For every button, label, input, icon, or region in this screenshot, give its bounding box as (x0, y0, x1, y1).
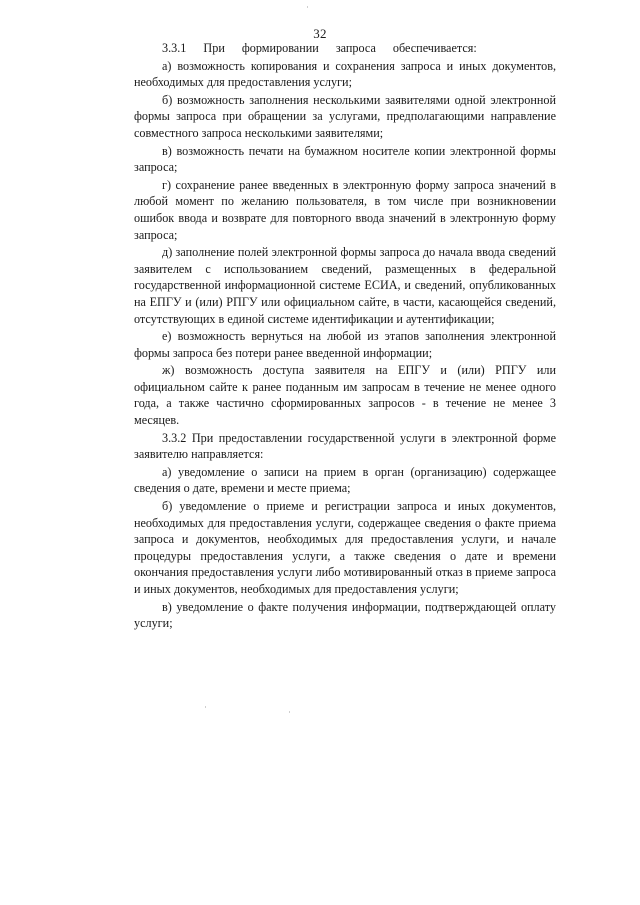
paragraph-item-b: б) возможность заполнения несколькими заявителями одной электронной формы запроса при обращении за услугами, предполагающими направление совместного запроса несколькими заявителями; (134, 92, 556, 140)
scan-speck (289, 711, 290, 713)
paragraph-item-a: а) возможность копирования и сохранения запроса и иных документов, необходимых для предоставления услуги; (134, 58, 556, 90)
scan-speck (307, 6, 308, 8)
paragraph-item-g: г) сохранение ранее введенных в электронную форму запроса значений в любой момент по желанию пользователя, в том числе при возникновении ошибок ввода и возврате для повторного ввода значений в электронную форму запроса; (134, 177, 556, 242)
scan-speck (205, 706, 206, 708)
paragraph-notice-a: а) уведомление о записи на прием в орган (организацию) содержащее сведения о дате, времени и месте приема; (134, 464, 556, 496)
paragraph-item-d: д) заполнение полей электронной формы запроса до начала ввода сведений заявителем с использованием сведений, размещенных в федеральной государственной информационной системе ЕСИА, и сведений, опубликованных на ЕПГУ и (или) РПГУ или официальном сайте, в части, касающейся сведений, отсутствующих в единой системе идентификации и аутентификации; (134, 245, 556, 326)
section-3-3-2-heading: 3.3.2 При предоставлении государственной услуги в электронной форме заявителю направляется: (134, 430, 556, 462)
paragraph-item-v: в) возможность печати на бумажном носителе копии электронной формы запроса; (134, 143, 556, 175)
section-3-3-1-heading: 3.3.1 При формировании запроса обеспечивается: (162, 41, 477, 55)
document-body (134, 40, 556, 633)
paragraph-notice-v: в) уведомление о факте получения информации, подтверждающей оплату услуги; (134, 599, 556, 631)
paragraph-item-e: е) возможность вернуться на любой из этапов заполнения электронной формы запроса без потери ранее введенной информации; (134, 329, 556, 360)
page-number: 32 (313, 26, 327, 41)
paragraph-notice-b: б) уведомление о приеме и регистрации запроса и иных документов, необходимых для предоставления услуги, содержащее сведения о факте приема запроса и документов, необходимых для предоставления услуги, и начале процедуры предоставления услуги, а также сведения о дате и времени окончания предоставления услуги либо мотивированный отказ в приеме запроса и иных документов, необходимых для предоставления услуги; (134, 499, 556, 596)
paragraph-item-zh: ж) возможность доступа заявителя на ЕПГУ и (или) РПГУ или официальном сайте к ранее поданным им запросам в течение не менее одного года, а также частично сформированных запросов - в течение не менее 3 месяцев. (134, 363, 556, 428)
